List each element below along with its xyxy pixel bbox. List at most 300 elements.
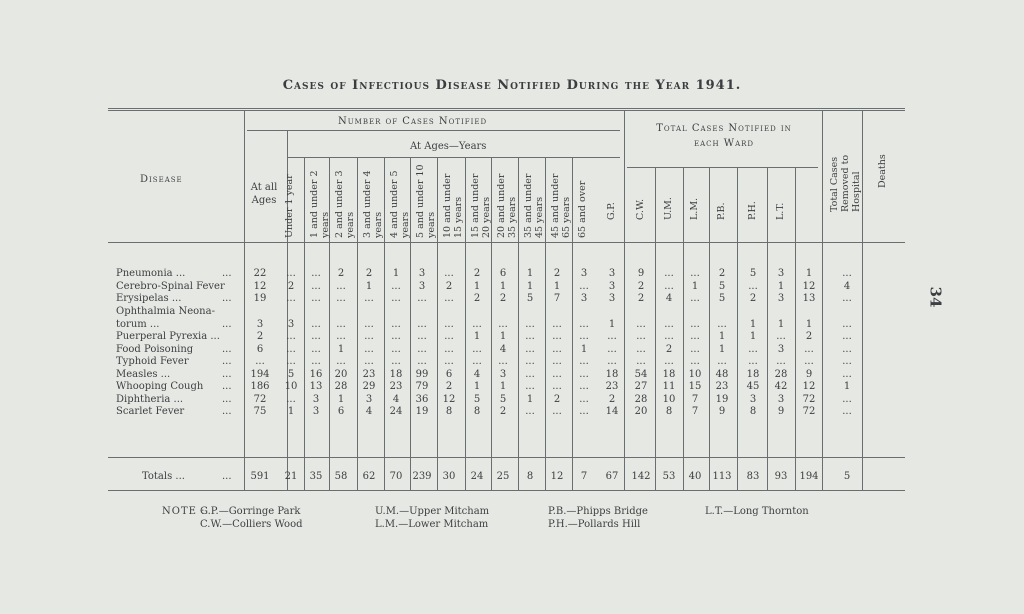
table-cell: 4 <box>499 344 507 355</box>
table-cell: ... <box>664 268 674 279</box>
table-cell: 12 <box>442 394 456 405</box>
table-cell: ... <box>664 319 674 330</box>
table-cell: ... <box>525 369 535 380</box>
table-cell: 4 <box>665 293 673 304</box>
table-cell: 10 <box>688 369 702 380</box>
table-cell: 18 <box>605 369 619 380</box>
table-cell: ... <box>552 406 562 417</box>
table-cell: ... <box>842 344 852 355</box>
table-cell: 1 <box>499 381 507 392</box>
table-cell: 2 <box>473 293 481 304</box>
table-cell: 20 <box>334 369 348 380</box>
table-cell: ... <box>391 344 401 355</box>
table-cell: 20 <box>634 406 648 417</box>
table-cell: 1 <box>337 344 345 355</box>
table-cell: ... <box>311 344 321 355</box>
table-cell: ... <box>842 356 852 367</box>
table-cell: 1 <box>337 394 345 405</box>
table-cell: 2 <box>608 394 616 405</box>
table-cell: 1 <box>287 406 295 417</box>
note-item-cw: C.W.—Colliers Wood <box>200 519 303 530</box>
table-cell: 2 <box>749 293 757 304</box>
table-cell: 42 <box>774 381 788 392</box>
table-cell: ... <box>364 331 374 342</box>
table-cell: 1 <box>473 381 481 392</box>
table-cell: 28 <box>634 394 648 405</box>
note-item-gp: G.P.—Gorringe Park <box>200 506 301 517</box>
table-cell: 3 <box>608 281 616 292</box>
table-cell: 3 <box>312 394 320 405</box>
totals-cell: 67 <box>605 471 619 482</box>
table-cell: 8 <box>473 406 481 417</box>
table-cell: ... <box>607 356 617 367</box>
table-cell: ... <box>552 331 562 342</box>
totals-cell: 70 <box>389 471 403 482</box>
table-cell: 4 <box>473 369 481 380</box>
table-cell: 19 <box>415 406 429 417</box>
row-leader-dots: ... <box>222 319 232 330</box>
table-cell: ... <box>842 331 852 342</box>
table-cell: 6 <box>256 344 264 355</box>
table-cell: ... <box>690 268 700 279</box>
table-cell: 23 <box>715 381 729 392</box>
table-cell: 1 <box>365 281 373 292</box>
row-disease-name: Pneumonia ... <box>116 268 186 279</box>
table-cell: 1 <box>499 281 507 292</box>
table-cell: 6 <box>499 268 507 279</box>
table-cell: 1 <box>392 268 400 279</box>
table-cell: ... <box>842 293 852 304</box>
table-cell: 2 <box>445 381 453 392</box>
table-cell: ... <box>748 281 758 292</box>
table-cell: 1 <box>777 281 785 292</box>
table-cell: ... <box>842 394 852 405</box>
row-disease-name: Food Poisoning <box>116 344 194 355</box>
table-cell: 1 <box>718 331 726 342</box>
table-cell: 12 <box>802 281 816 292</box>
row-disease-name: Measles ... <box>116 369 171 380</box>
header-bottom-rule <box>108 242 905 243</box>
row-disease-name: Scarlet Fever <box>116 406 185 417</box>
table-cell: ... <box>391 293 401 304</box>
table-cell: 3 <box>365 394 373 405</box>
table-cell: 3 <box>418 281 426 292</box>
table-cell: ... <box>286 331 296 342</box>
table-cell: 48 <box>715 369 729 380</box>
table-cell: 18 <box>662 369 676 380</box>
totals-cell: 21 <box>284 471 298 482</box>
table-cell: 13 <box>802 293 816 304</box>
table-cell: 5 <box>718 281 726 292</box>
header-ward: P.B. <box>716 202 727 220</box>
table-cell: ... <box>579 369 589 380</box>
column-rule-wards-start <box>624 110 625 490</box>
header-ward-totals: Total Cases Notified in each Ward <box>656 123 792 149</box>
table-cell: ... <box>391 281 401 292</box>
table-cell: 3 <box>777 394 785 405</box>
table-cell: ... <box>336 293 346 304</box>
table-cell: ... <box>690 293 700 304</box>
table-cell: ... <box>579 406 589 417</box>
table-cell: 3 <box>608 268 616 279</box>
table-cell: ... <box>607 331 617 342</box>
table-cell: ... <box>444 293 454 304</box>
totals-cell: 239 <box>412 471 432 482</box>
table-cell: 2 <box>637 281 645 292</box>
table-cell: ... <box>690 331 700 342</box>
table-cell: ... <box>579 281 589 292</box>
table-cell: ... <box>717 356 727 367</box>
table-cell: ... <box>748 356 758 367</box>
table-cell: 8 <box>665 406 673 417</box>
header-rule-number-notified <box>247 130 620 131</box>
table-cell: ... <box>364 356 374 367</box>
header-at-all-ages: At all Ages <box>250 182 278 206</box>
table-cell: ... <box>636 344 646 355</box>
column-rule-ward-5 <box>795 167 796 490</box>
totals-cell: 142 <box>631 471 651 482</box>
table-cell: 194 <box>250 369 270 380</box>
table-cell: 8 <box>749 406 757 417</box>
totals-cell: 7 <box>580 471 588 482</box>
table-cell: ... <box>690 344 700 355</box>
table-cell: 6 <box>337 406 345 417</box>
table-cell: ... <box>552 344 562 355</box>
row-leader-dots: ... <box>222 344 232 355</box>
table-cell: ... <box>525 406 535 417</box>
table-cell: 3 <box>608 293 616 304</box>
table-cell: ... <box>336 331 346 342</box>
table-cell: ... <box>579 381 589 392</box>
table-cell: ... <box>748 344 758 355</box>
table-cell: ... <box>286 293 296 304</box>
totals-cell: 62 <box>362 471 376 482</box>
table-cell: ... <box>444 319 454 330</box>
table-cell: 72 <box>802 406 816 417</box>
table-cell: ... <box>552 381 562 392</box>
table-cell: ... <box>690 356 700 367</box>
table-cell: 10 <box>662 394 676 405</box>
table-cell: 2 <box>553 268 561 279</box>
table-cell: 1 <box>749 319 757 330</box>
row-disease-name: Diphtheria ... <box>116 394 184 405</box>
table-cell: 79 <box>415 381 429 392</box>
table-cell: 3 <box>418 268 426 279</box>
table-cell: 54 <box>634 369 648 380</box>
table-cell: ... <box>311 356 321 367</box>
header-age-group: Under 1 year <box>284 174 295 238</box>
table-cell: 18 <box>746 369 760 380</box>
table-cell: 1 <box>553 281 561 292</box>
table-cell: 72 <box>802 394 816 405</box>
table-cell: 99 <box>415 369 429 380</box>
table-cell: 1 <box>473 281 481 292</box>
table-cell: ... <box>690 319 700 330</box>
row-disease-name: Whooping Cough <box>116 381 204 392</box>
totals-cell: 113 <box>712 471 732 482</box>
table-cell: 1 <box>608 319 616 330</box>
table-cell: ... <box>286 268 296 279</box>
table-cell: 3 <box>777 293 785 304</box>
table-cell: ... <box>311 319 321 330</box>
table-top-rule <box>108 108 905 109</box>
table-cell: 2 <box>637 293 645 304</box>
table-cell: 2 <box>445 281 453 292</box>
table-cell: ... <box>664 281 674 292</box>
table-cell: 14 <box>605 406 619 417</box>
totals-cell: 25 <box>496 471 510 482</box>
table-cell: ... <box>364 319 374 330</box>
note-item-um: U.M.—Upper Mitcham <box>375 506 490 517</box>
totals-cell: 5 <box>843 471 851 482</box>
table-cell: 7 <box>553 293 561 304</box>
table-cell: 18 <box>389 369 403 380</box>
table-bottom-rule <box>108 490 905 491</box>
table-cell: ... <box>842 406 852 417</box>
table-cell: 29 <box>362 381 376 392</box>
table-cell: 7 <box>691 406 699 417</box>
table-cell: ... <box>636 356 646 367</box>
table-cell: ... <box>525 381 535 392</box>
table-cell: 5 <box>749 268 757 279</box>
table-cell: ... <box>552 356 562 367</box>
table-cell: ... <box>336 281 346 292</box>
note-item-lt: L.T.—Long Thornton <box>705 506 809 517</box>
table-cell: 5 <box>499 394 507 405</box>
table-cell: ... <box>525 331 535 342</box>
column-rule-removed <box>822 110 823 490</box>
note-item-ph: P.H.—Pollards Hill <box>548 519 641 530</box>
row-leader-dots: ... <box>222 268 232 279</box>
header-rule-at-ages <box>287 157 620 158</box>
table-cell: 186 <box>250 381 270 392</box>
table-cell: 2 <box>365 268 373 279</box>
totals-label: Totals ... <box>142 471 185 482</box>
table-cell: ... <box>391 319 401 330</box>
table-cell: 1 <box>749 331 757 342</box>
table-cell: ... <box>311 331 321 342</box>
column-rule-ward-3 <box>737 167 738 490</box>
note-item-lm: L.M.—Lower Mitcham <box>375 519 489 530</box>
column-rule-ward-4 <box>767 167 768 490</box>
table-cell: 1 <box>805 268 813 279</box>
header-removed: Total Cases Removed to Hospital <box>829 154 862 212</box>
header-age-group: 5 and under 10 years <box>415 164 437 238</box>
table-cell: ... <box>804 344 814 355</box>
table-cell: 2 <box>553 394 561 405</box>
table-cell: 16 <box>309 369 323 380</box>
table-cell: 23 <box>605 381 619 392</box>
table-cell: ... <box>842 268 852 279</box>
table-cell: ... <box>498 319 508 330</box>
table-cell: ... <box>498 356 508 367</box>
header-age-group: 65 and over <box>577 180 588 238</box>
table-cell: 11 <box>662 381 676 392</box>
row-disease-name: Cerebro-Spinal Fever <box>116 281 225 292</box>
table-cell: 3 <box>777 344 785 355</box>
totals-cell: 93 <box>774 471 788 482</box>
table-cell: 1 <box>777 319 785 330</box>
table-cell: ... <box>664 331 674 342</box>
header-age-group: 45 and under 65 years <box>550 173 572 238</box>
table-cell: 2 <box>287 281 295 292</box>
table-cell: 1 <box>526 268 534 279</box>
table-cell: 2 <box>473 268 481 279</box>
table-cell: ... <box>336 356 346 367</box>
table-cell: ... <box>579 331 589 342</box>
table-cell: 9 <box>637 268 645 279</box>
table-cell: ... <box>364 293 374 304</box>
table-cell: ... <box>579 356 589 367</box>
table-cell: 4 <box>843 281 851 292</box>
table-cell: ... <box>255 356 265 367</box>
row-disease-name: Erysipelas ... <box>116 293 182 304</box>
table-cell: 1 <box>843 381 851 392</box>
table-cell: ... <box>552 319 562 330</box>
header-age-group: 2 and under 3 years <box>334 170 356 238</box>
table-cell: 9 <box>777 406 785 417</box>
table-cell: ... <box>417 356 427 367</box>
table-cell: ... <box>311 293 321 304</box>
table-cell: ... <box>286 344 296 355</box>
table-cell: 4 <box>365 406 373 417</box>
table-cell: 75 <box>253 406 267 417</box>
table-cell: 45 <box>746 381 760 392</box>
page-title: Cases of Infectious Disease Notified During the Year 1941. <box>282 78 742 93</box>
header-ward: C.W. <box>635 198 646 220</box>
row-disease-name: torum ... <box>116 319 160 330</box>
table-cell: 15 <box>688 381 702 392</box>
totals-cell: 12 <box>550 471 564 482</box>
row-disease-name: Puerperal Pyrexia ... <box>116 331 220 342</box>
table-cell: ... <box>417 293 427 304</box>
table-cell: 2 <box>499 406 507 417</box>
table-cell: 2 <box>256 331 264 342</box>
totals-cell: 591 <box>250 471 270 482</box>
header-age-group: 3 and under 4 years <box>362 170 384 238</box>
table-cell: ... <box>579 394 589 405</box>
table-cell: 3 <box>312 406 320 417</box>
column-rule-disease <box>244 110 245 490</box>
totals-cell: 40 <box>688 471 702 482</box>
table-cell: 3 <box>499 369 507 380</box>
row-leader-dots: ... <box>222 293 232 304</box>
table-cell: ... <box>579 319 589 330</box>
table-cell: ... <box>391 331 401 342</box>
row-disease-name: Typhoid Fever <box>116 356 189 367</box>
table-cell: ... <box>444 268 454 279</box>
table-cell: 2 <box>665 344 673 355</box>
column-rule-ward-0 <box>655 167 656 490</box>
table-top-rule-double <box>108 110 905 111</box>
table-cell: ... <box>286 394 296 405</box>
table-cell: 3 <box>256 319 264 330</box>
header-age-group: 15 and under 20 years <box>470 173 492 238</box>
row-leader-dots: ... <box>222 406 232 417</box>
table-cell: ... <box>552 369 562 380</box>
totals-leader-dots: ... <box>222 471 232 482</box>
header-disease: Disease <box>140 174 183 185</box>
totals-top-rule <box>108 457 905 458</box>
table-cell: 2 <box>337 268 345 279</box>
table-cell: ... <box>417 344 427 355</box>
table-cell: ... <box>664 356 674 367</box>
table-cell: ... <box>472 319 482 330</box>
table-cell: ... <box>636 319 646 330</box>
table-cell: ... <box>776 356 786 367</box>
table-cell: 19 <box>715 394 729 405</box>
table-cell: 3 <box>287 319 295 330</box>
table-cell: 28 <box>334 381 348 392</box>
table-cell: ... <box>444 344 454 355</box>
table-cell: 3 <box>580 268 588 279</box>
table-cell: ... <box>717 319 727 330</box>
table-cell: 2 <box>499 293 507 304</box>
table-cell: 10 <box>284 381 298 392</box>
table-cell: 13 <box>309 381 323 392</box>
table-cell: ... <box>525 319 535 330</box>
row-leader-dots: ... <box>222 381 232 392</box>
table-cell: 5 <box>287 369 295 380</box>
table-cell: ... <box>444 356 454 367</box>
table-cell: ... <box>311 281 321 292</box>
table-cell: ... <box>842 319 852 330</box>
table-cell: ... <box>472 356 482 367</box>
table-cell: 8 <box>445 406 453 417</box>
table-cell: 7 <box>691 394 699 405</box>
table-cell: ... <box>417 331 427 342</box>
table-cell: 3 <box>580 293 588 304</box>
table-cell: ... <box>311 268 321 279</box>
table-cell: 12 <box>802 381 816 392</box>
totals-cell: 24 <box>470 471 484 482</box>
totals-cell: 194 <box>799 471 819 482</box>
table-cell: 1 <box>691 281 699 292</box>
header-ward: L.T. <box>775 202 786 220</box>
table-cell: 1 <box>526 281 534 292</box>
table-cell: 12 <box>253 281 267 292</box>
table-cell: ... <box>472 344 482 355</box>
header-ward: P.H. <box>747 201 758 220</box>
note-item-pb: P.B.—Phipps Bridge <box>548 506 648 517</box>
table-cell: 22 <box>253 268 267 279</box>
header-age-group: 35 and under 45 years <box>523 173 545 238</box>
header-at-ages: At Ages—Years <box>410 141 487 152</box>
table-cell: 1 <box>526 394 534 405</box>
table-cell: 1 <box>805 319 813 330</box>
row-disease-name: Ophthalmia Neona- <box>116 306 215 317</box>
table-cell: 9 <box>718 406 726 417</box>
table-cell: 23 <box>362 369 376 380</box>
table-cell: 2 <box>718 268 726 279</box>
row-leader-dots: ... <box>222 369 232 380</box>
header-ward: L.M. <box>689 197 700 220</box>
table-cell: ... <box>525 356 535 367</box>
table-cell: 3 <box>749 394 757 405</box>
page-number: 34 <box>926 286 945 308</box>
totals-cell: 58 <box>334 471 348 482</box>
header-age-group: 10 and under 15 years <box>442 173 464 238</box>
table-cell: ... <box>776 331 786 342</box>
table-cell: 5 <box>526 293 534 304</box>
table-cell: 27 <box>634 381 648 392</box>
table-cell: 1 <box>499 331 507 342</box>
table-cell: 23 <box>389 381 403 392</box>
table-cell: 3 <box>777 268 785 279</box>
totals-cell: 35 <box>309 471 323 482</box>
table-cell: 9 <box>805 369 813 380</box>
row-leader-dots: ... <box>222 356 232 367</box>
